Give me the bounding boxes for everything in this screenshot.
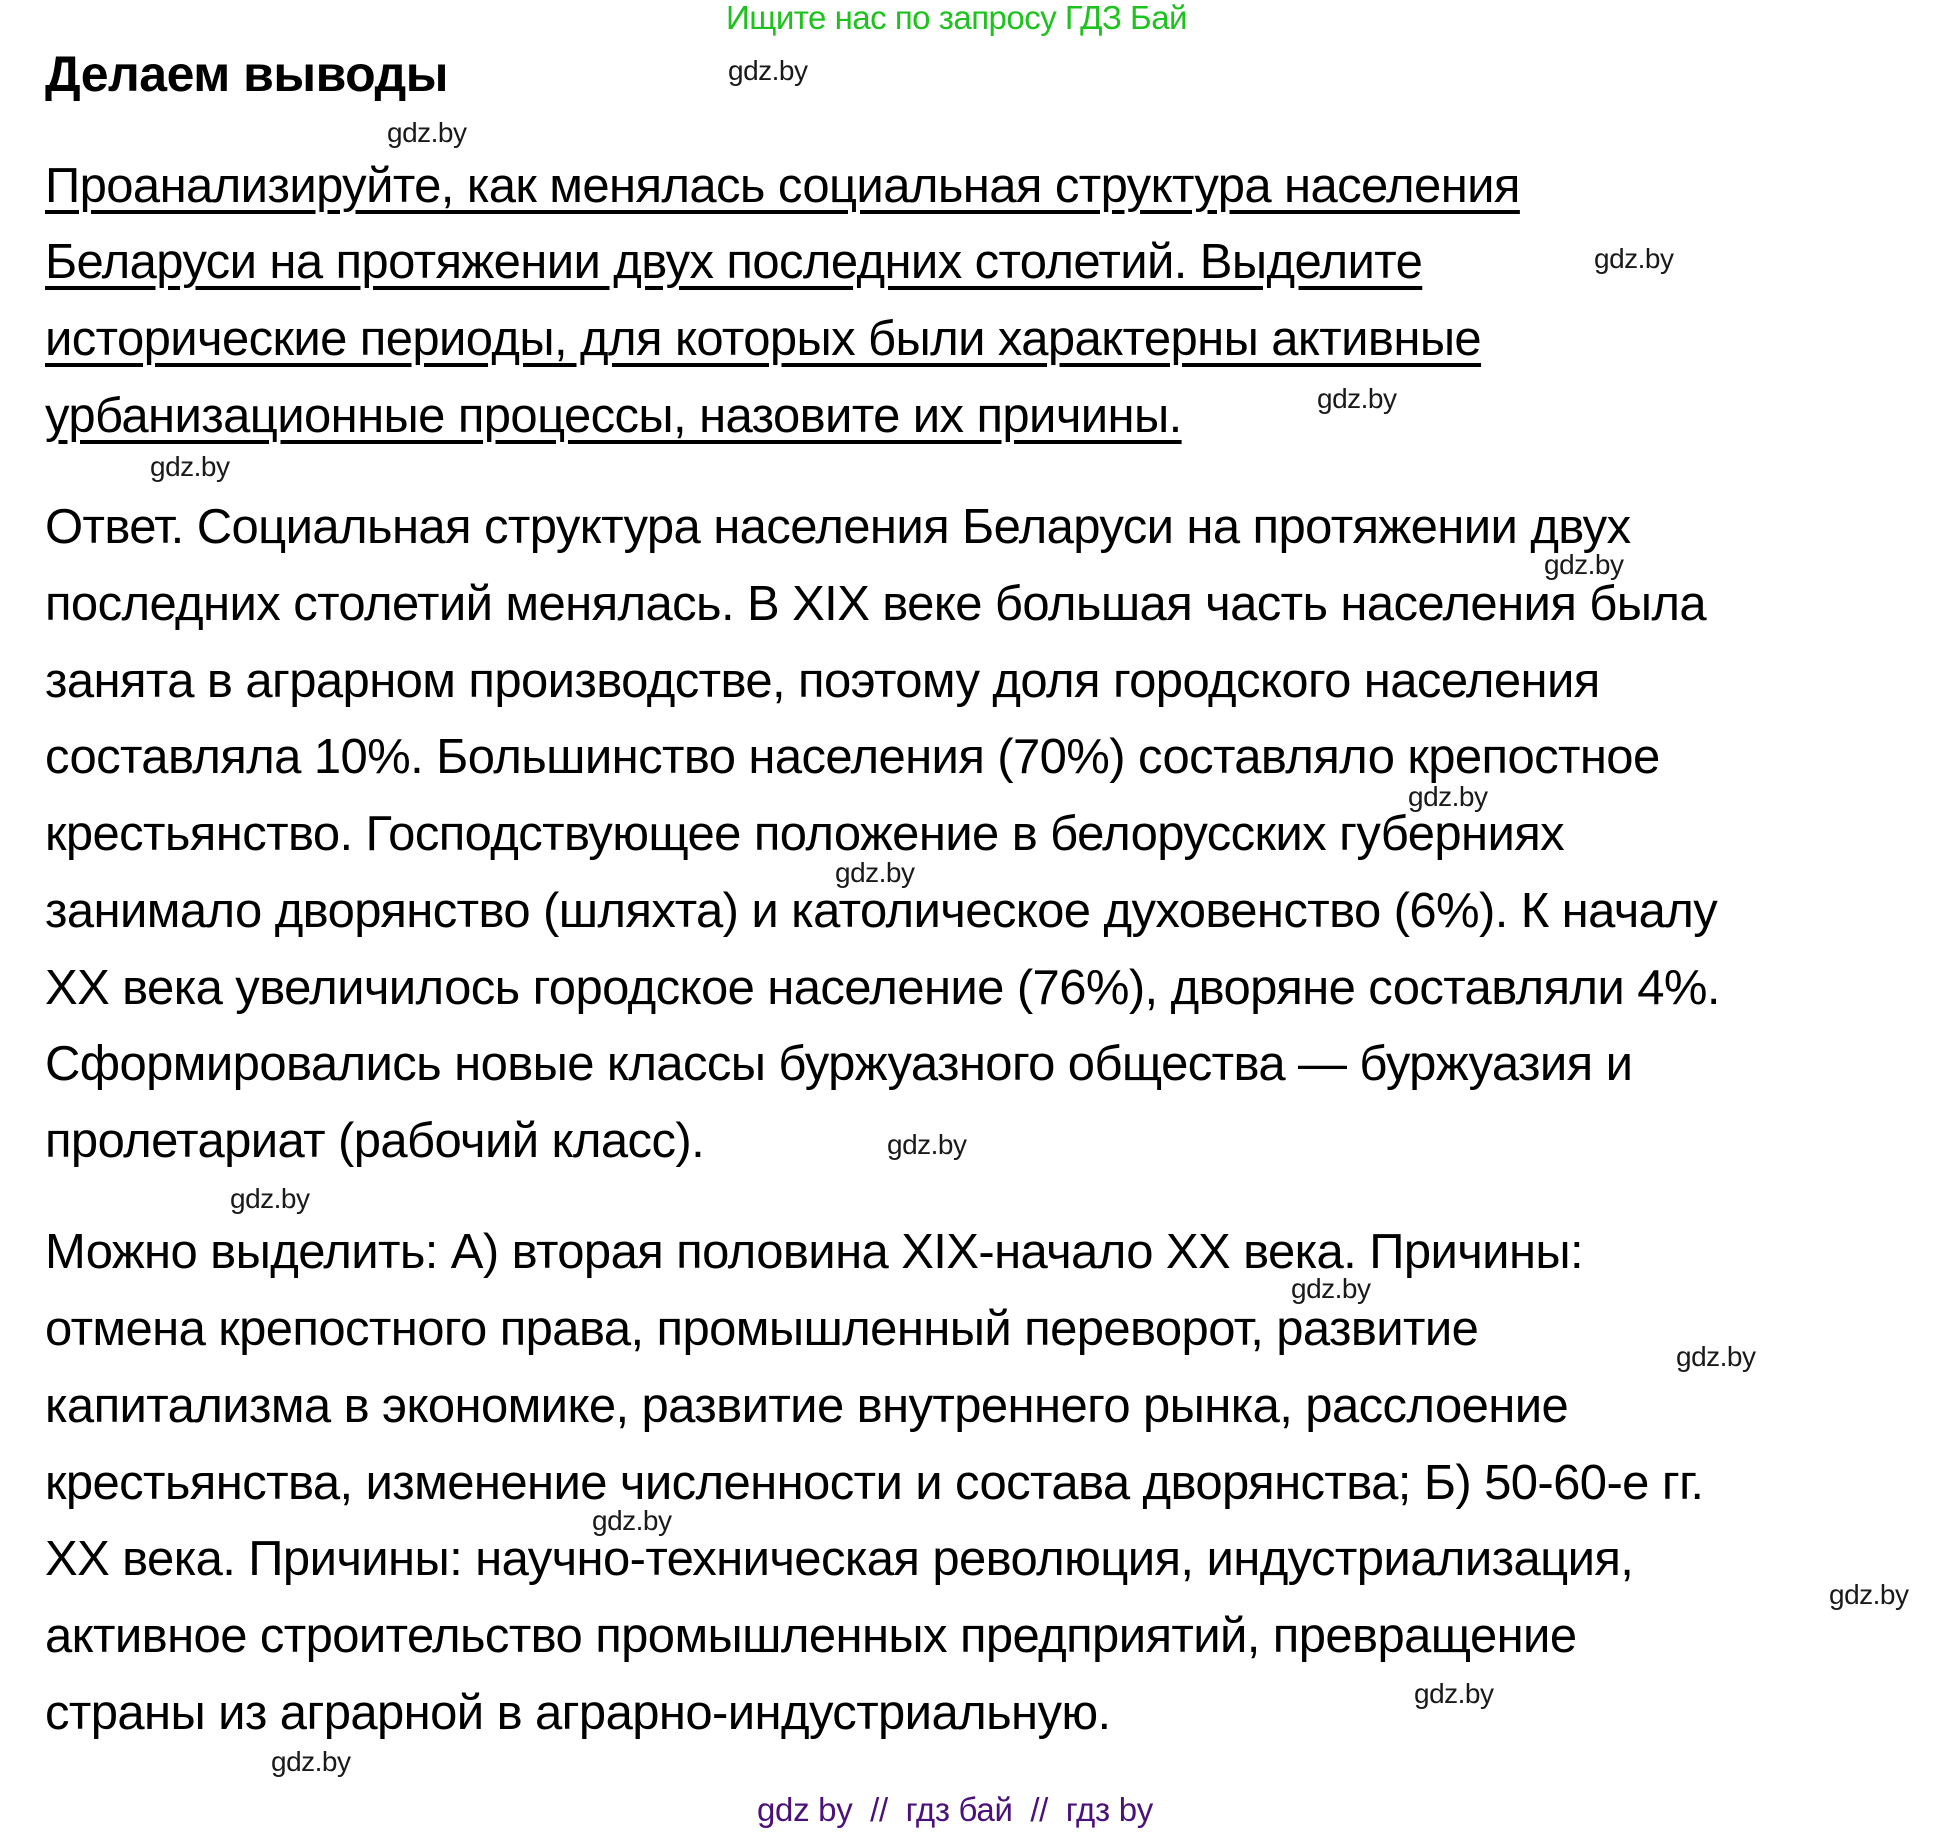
watermark: gdz.by bbox=[230, 1183, 310, 1214]
watermark: gdz.by bbox=[1829, 1579, 1909, 1610]
watermark: gdz.by bbox=[387, 117, 467, 148]
answer-line: последних столетий менялась. В XIX веке большая часть населения была bbox=[45, 577, 1706, 631]
periods-line: активное строительство промышленных предприятий, превращение bbox=[45, 1609, 1577, 1663]
periods-line: отмена крепостного права, промышленный переворот, развитие bbox=[45, 1302, 1479, 1356]
question-line: Беларуси на протяжении двух последних столетий. Выделите bbox=[45, 235, 1423, 289]
watermark: gdz.by bbox=[728, 55, 808, 86]
answer-line: пролетариат (рабочий класс). bbox=[45, 1114, 705, 1168]
answer-line: Ответ. Социальная структура населения Беларуси на протяжении двух bbox=[45, 500, 1631, 554]
watermark: gdz.by bbox=[271, 1746, 351, 1777]
watermark: gdz.by bbox=[1291, 1273, 1371, 1304]
watermark: gdz.by bbox=[1676, 1341, 1756, 1372]
watermark: gdz.by bbox=[887, 1129, 967, 1160]
promo-banner: Ищите нас по запросу ГДЗ Бай bbox=[726, 0, 1187, 36]
periods-line: страны из аграрной в аграрно-индустриальную. bbox=[45, 1686, 1111, 1740]
watermark: gdz.by bbox=[1408, 781, 1488, 812]
answer-line: крестьянство. Господствующее положение в белорусских губерниях bbox=[45, 807, 1565, 861]
section-title: Делаем выводы bbox=[45, 46, 448, 102]
watermark: gdz.by bbox=[1317, 383, 1397, 414]
question-line: исторические периоды, для которых были характерны активные bbox=[45, 312, 1482, 366]
answer-line: занимало дворянство (шляхта) и католическое духовенство (6%). К началу bbox=[45, 884, 1718, 938]
question-line: Проанализируйте, как менялась социальная структура населения bbox=[45, 159, 1520, 213]
periods-line: крестьянства, изменение численности и состава дворянства; Б) 50-60-е гг. bbox=[45, 1456, 1704, 1510]
watermark: gdz.by bbox=[835, 857, 915, 888]
footer-links: gdz by // гдз бай // гдз by bbox=[757, 1791, 1153, 1828]
watermark: gdz.by bbox=[1414, 1678, 1494, 1709]
watermark: gdz.by bbox=[1594, 243, 1674, 274]
watermark: gdz.by bbox=[592, 1505, 672, 1536]
periods-line: Можно выделить: А) вторая половина XIX-начало XX века. Причины: bbox=[45, 1225, 1584, 1279]
periods-line: XX века. Причины: научно-техническая революция, индустриализация, bbox=[45, 1532, 1634, 1586]
answer-line: Сформировались новые классы буржуазного общества — буржуазия и bbox=[45, 1037, 1633, 1091]
watermark: gdz.by bbox=[1544, 549, 1624, 580]
answer-line: занята в аграрном производстве, поэтому доля городского населения bbox=[45, 654, 1600, 708]
answer-line: XX века увеличилось городское население (76%), дворяне составляли 4%. bbox=[45, 961, 1720, 1015]
watermark: gdz.by bbox=[150, 451, 230, 482]
answer-line: составляла 10%. Большинство населения (70%) составляло крепостное bbox=[45, 730, 1660, 784]
question-line: урбанизационные процессы, назовите их причины. bbox=[45, 389, 1182, 443]
periods-line: капитализма в экономике, развитие внутреннего рынка, расслоение bbox=[45, 1379, 1569, 1433]
